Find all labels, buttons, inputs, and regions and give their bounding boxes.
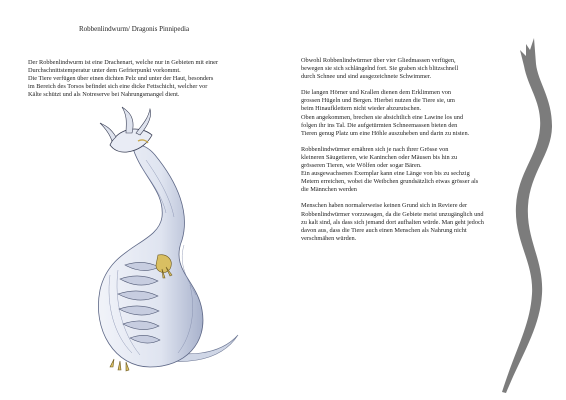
text-line: Oben angekommen, brechen sie absichtlich eine Lawine los und	[301, 113, 464, 121]
text-line: verschmähen würden.	[301, 234, 357, 242]
text-line: durch Schnee und sind ausgezeichnete Schwimmer.	[301, 73, 432, 81]
text-line: zu kalt sind, als dass sich jemand dort aufhalten würde. Man geht jedoch	[301, 218, 484, 226]
text-line: Durchschnittstemperatur unter dem Gefrierpunkt vorkommt.	[28, 67, 181, 75]
paragraph	[301, 202, 523, 242]
text-line: grossen Hügeln und Bergen. Hierbei nutzen die Tiere sie, um	[301, 97, 455, 105]
text-line: grösseren Tieren, wie Wölfen oder sogar Bären.	[301, 162, 422, 170]
text-line: bewegen sie sich schlängelnd fort. Sie graben sich blitzschnell	[301, 65, 459, 73]
dragon-illustration	[70, 105, 240, 390]
text-line: Robbenlindwürmer vorzuwagen, da die Gebiete meist unzugänglich und	[301, 210, 484, 218]
paragraph	[301, 146, 523, 195]
text-line: Ein ausgewachsenes Exemplar kann eine Länge von bis zu sechzig	[301, 170, 470, 178]
page-title: Robbenlindwurm/ Dragonis Pinnipedia	[79, 25, 190, 33]
paragraph	[301, 57, 523, 81]
text-line: die Männchen werden	[301, 186, 357, 194]
dragon-silhouette	[496, 36, 556, 394]
text-line: kleineren Säugetieren, wie Kaninchen oder Mäusen bis hin zu	[301, 153, 458, 161]
text-line: Die Tiere verfügen über einen dichten Pelz und unter der Haut, besonders	[28, 75, 214, 83]
text-line: Der Robbenlindwurm ist eine Drachenart, welche nur in Gebieten mit einer	[28, 59, 219, 66]
text-line: folgen ihr ins Tal. Die aufgetürmten Schneemassen bieten den	[301, 121, 458, 129]
text-line: Metern erreichen, wobei die Weibchen grundsätzlich etwas grösser als	[301, 178, 479, 186]
text-line: davon aus, dass die Tiere auch einen Menschen als Nahrung nicht	[301, 226, 467, 234]
text-line: beim Hinaufklettern nicht wieder abzurutschen.	[301, 105, 422, 113]
left-text-block	[28, 59, 268, 99]
text-line: Menschen haben normalerweise keinen Grund sich in Reviere der	[301, 202, 468, 210]
text-line: im Bereich des Torsos befindet sich eine dicke Fettschicht, welcher vor	[28, 83, 208, 91]
dragon-body	[98, 145, 203, 367]
text-line: Kälte schützt und als Notreserve bei Nahrungsmangel dient.	[28, 91, 180, 99]
text-line: Die langen Hörner und Krallen dienen dem Erklimmen von	[301, 89, 452, 97]
paragraph	[301, 89, 523, 138]
text-line: Robbenlindwürmer ernähren sich je nach ihrer Grösse von	[301, 145, 449, 153]
text-line: Obwohl Robbenlindwürmer über vier Gliedmassen verfügen,	[301, 57, 456, 64]
right-text-column	[301, 57, 523, 251]
text-line: Tieren genug Platz um eine Höhle auszuheben und darin zu nisten.	[301, 129, 470, 137]
